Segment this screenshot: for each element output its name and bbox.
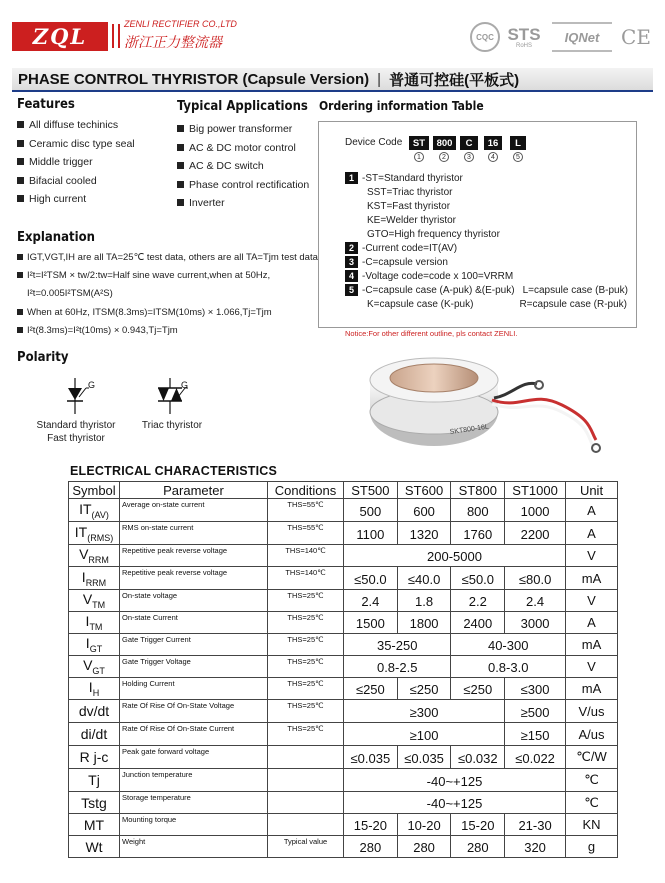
device-code-label: Device Code	[345, 137, 403, 148]
table-cell: 1500	[344, 612, 398, 634]
table-title: ELECTRICAL CHARACTERISTICS	[70, 464, 278, 478]
symbol-text: IT	[74, 523, 88, 540]
sts-cert-logo	[506, 22, 542, 52]
table-cell: V	[566, 545, 618, 567]
table-cell: g	[566, 836, 618, 858]
list-item: I²t=I²TSM × tw/2:tw=Half sine wave current,when at 50Hz,	[17, 267, 318, 285]
table-cell: 280	[451, 836, 505, 858]
table-cell: Rate Of Rise Of On-State Voltage	[120, 700, 268, 723]
list-item: Bifacial cooled	[17, 172, 135, 191]
column-header: ST800	[451, 482, 505, 499]
table-cell	[69, 567, 120, 590]
thyristor-symbol-icon	[55, 376, 105, 416]
table-cell: ≥500	[505, 700, 566, 723]
column-header: Parameter	[120, 482, 268, 499]
table-cell: ≤250	[451, 678, 505, 700]
table-cell: 1320	[397, 522, 451, 545]
table-row	[69, 836, 618, 858]
table-cell: ≤250	[344, 678, 398, 700]
explanation-list	[17, 249, 318, 340]
table-cell: 1800	[397, 612, 451, 634]
column-header: Symbol	[69, 482, 120, 499]
table-cell: 280	[344, 836, 398, 858]
list-item: Middle trigger	[17, 153, 135, 172]
table-cell	[268, 746, 344, 769]
table-cell: Peak gate forward voltage	[120, 746, 268, 769]
table-cell: Rate Of Rise Of On-State Current	[120, 723, 268, 746]
table-cell	[69, 545, 120, 567]
electrical-characteristics-table	[68, 481, 618, 858]
table-cell: 2400	[451, 612, 505, 634]
table-row	[69, 545, 618, 567]
table-cell: On-state Current	[120, 612, 268, 634]
list-item: IGT,VGT,IH are all TA=25℃ test data, others are all TA=Tjm test data	[17, 249, 318, 267]
symbol-text: Tstg	[81, 794, 107, 811]
table-cell: 3000	[505, 612, 566, 634]
table-cell: RMS on-state current	[120, 522, 268, 545]
company-name-en: ZENLI RECTIFIER CO.,LTD	[124, 19, 237, 29]
symbol-text: IT	[79, 500, 92, 517]
table-cell: 0.8-3.0	[451, 656, 566, 678]
table-cell: ≤40.0	[397, 567, 451, 590]
table-cell: ℃/W	[566, 746, 618, 769]
table-cell: THS=140℃	[268, 545, 344, 567]
table-cell: THS=25℃	[268, 723, 344, 746]
table-cell: 600	[397, 499, 451, 522]
page-title-cn: 普通可控硅(平板式)	[389, 71, 520, 89]
table-cell: ≤50.0	[344, 567, 398, 590]
table-cell: A	[566, 612, 618, 634]
table-cell: 320	[505, 836, 566, 858]
table-cell	[69, 522, 120, 545]
order-note-2: 2 -Current code=IT(AV)	[345, 242, 457, 256]
code-part-version: C	[460, 136, 478, 150]
table-cell	[268, 814, 344, 836]
symbol-text: Wt	[85, 838, 103, 855]
table-cell: 10-20	[397, 814, 451, 836]
column-header: ST1000	[505, 482, 566, 499]
circle-mark: 3	[464, 152, 474, 162]
table-cell: 2.2	[451, 590, 505, 612]
ce-mark-logo: CE	[621, 25, 651, 49]
symbol-text: R j-c	[79, 749, 109, 765]
thyristor-product-image	[362, 350, 602, 462]
table-cell: KN	[566, 814, 618, 836]
table-cell: Storage temperature	[120, 792, 268, 814]
table-cell	[69, 792, 120, 814]
table-cell: mA	[566, 567, 618, 590]
rohs-text: RoHS	[515, 42, 532, 49]
table-cell: Gate Trigger Current	[120, 634, 268, 656]
page-title-bar	[12, 68, 653, 92]
symbol-text: V	[82, 591, 93, 608]
list-item: Inverter	[177, 194, 309, 213]
table-cell: 2200	[505, 522, 566, 545]
title-separator: |	[377, 70, 382, 88]
table-cell: Holding Current	[120, 678, 268, 700]
triac-thyristor-label: Triac thyristor	[141, 420, 203, 431]
table-cell: Junction temperature	[120, 769, 268, 792]
list-item: Phase control rectification	[177, 176, 309, 195]
code-part-case: L	[510, 136, 526, 150]
triac-symbol-icon	[150, 376, 200, 416]
symbol-subscript: (AV)	[91, 509, 109, 520]
ordering-heading: Ordering information Table	[319, 99, 484, 113]
table-cell: 500	[344, 499, 398, 522]
symbol-subscript: H	[92, 687, 100, 698]
list-item: AC & DC motor control	[177, 139, 309, 158]
table-cell: ≤0.022	[505, 746, 566, 769]
symbol-text: MT	[83, 816, 105, 833]
gate-label: G	[181, 380, 189, 390]
polarity-heading: Polarity	[17, 350, 69, 365]
table-row	[69, 700, 618, 723]
applications-heading: Typical Applications	[177, 99, 308, 114]
table-cell: Mounting torque	[120, 814, 268, 836]
table-cell: Average on-state current	[120, 499, 268, 522]
code-part-current: 800	[433, 136, 456, 150]
table-cell: A	[566, 499, 618, 522]
list-item: When at 60Hz, ITSM(8.3ms)=ITSM(10ms) × 1.066,Tj=Tjm	[17, 304, 318, 322]
standard-thyristor-label: Standard thyristor Fast thyristor	[36, 420, 116, 444]
table-cell: THS=25℃	[268, 700, 344, 723]
order-note-3: 3 -C=capsule version	[345, 256, 448, 270]
table-header-row	[69, 482, 618, 499]
table-cell: ≤0.032	[451, 746, 505, 769]
symbol-subscript: GT	[92, 665, 105, 676]
table-cell: Weight	[120, 836, 268, 858]
table-cell: V	[566, 656, 618, 678]
sts-text: STS	[507, 24, 541, 44]
table-cell: ℃	[566, 769, 618, 792]
table-cell: -40~+125	[344, 792, 566, 814]
table-cell: 800	[451, 499, 505, 522]
circle-mark: 2	[439, 152, 449, 162]
table-cell: mA	[566, 634, 618, 656]
table-row	[69, 678, 618, 700]
iqnet-cert-logo: IQNet	[552, 22, 612, 52]
table-cell: -40~+125	[344, 769, 566, 792]
features-heading: Features	[17, 97, 75, 112]
note-number: 1	[345, 172, 358, 184]
table-cell: ≤0.035	[344, 746, 398, 769]
table-cell: 21-30	[505, 814, 566, 836]
table-cell: 1100	[344, 522, 398, 545]
table-cell: 2.4	[505, 590, 566, 612]
applications-list	[177, 120, 309, 213]
table-cell: THS=25℃	[268, 590, 344, 612]
table-cell: A	[566, 522, 618, 545]
list-item: High current	[17, 190, 135, 209]
table-cell	[69, 723, 120, 746]
table-cell: THS=25℃	[268, 612, 344, 634]
logo-divider	[112, 24, 120, 48]
table-cell: ℃	[566, 792, 618, 814]
list-item: I²t=0.005I²TSM(A²S)	[27, 288, 113, 300]
table-cell: Typical value	[268, 836, 344, 858]
ordering-notice: Notice:For other different outline, pls contact ZENLI.	[345, 329, 518, 338]
table-cell	[69, 590, 120, 612]
table-cell	[69, 700, 120, 723]
table-cell	[268, 792, 344, 814]
ccc-cert-logo: CQC	[470, 22, 500, 52]
table-cell: ≤50.0	[451, 567, 505, 590]
column-header: ST600	[397, 482, 451, 499]
table-row	[69, 590, 618, 612]
table-row	[69, 567, 618, 590]
table-cell	[69, 634, 120, 656]
table-cell: Repetitive peak reverse voltage	[120, 545, 268, 567]
symbol-text: Tj	[88, 772, 100, 788]
table-cell: THS=55℃	[268, 522, 344, 545]
table-row	[69, 769, 618, 792]
table-cell	[69, 656, 120, 678]
order-note-5: 5 -C=capsule case (A-puk) &(E-puk) L=capsule case (B-puk) K=capsule case (K-puk) R=capsule case (R-puk)	[345, 284, 635, 312]
symbol-subscript: TM	[89, 621, 103, 632]
table-cell	[69, 499, 120, 522]
table-cell: A/us	[566, 723, 618, 746]
table-cell: ≤300	[505, 678, 566, 700]
table-cell: 280	[397, 836, 451, 858]
company-logo: ZQL	[12, 22, 108, 51]
symbol-subscript: GT	[89, 643, 103, 654]
table-row	[69, 792, 618, 814]
table-cell: ≤250	[397, 678, 451, 700]
list-item: AC & DC switch	[177, 157, 309, 176]
code-part-voltage: 16	[484, 136, 502, 150]
table-cell: V/us	[566, 700, 618, 723]
table-row	[69, 612, 618, 634]
table-row	[69, 656, 618, 678]
column-header: Conditions	[268, 482, 344, 499]
column-header: Unit	[566, 482, 618, 499]
symbol-text: I	[85, 635, 90, 652]
table-cell: THS=25℃	[268, 656, 344, 678]
table-cell: 1760	[451, 522, 505, 545]
symbol-text: I	[81, 568, 86, 585]
list-item: I²t(8.3ms)=I²t(10ms) × 0.943,Tj=Tjm	[17, 322, 318, 340]
explanation-heading: Explanation	[17, 230, 95, 245]
column-header: ST500	[344, 482, 398, 499]
page-title-en: PHASE CONTROL THYRISTOR (Capsule Version)	[18, 70, 370, 88]
table-cell: THS=140℃	[268, 567, 344, 590]
symbol-subscript: RRM	[88, 554, 109, 565]
table-cell	[69, 612, 120, 634]
order-note-1: 1 -ST=Standard thyristor SST=Triac thyristor KST=Fast thyristor KE=Welder thyristor GTO=High frequency thyristor	[345, 172, 500, 242]
list-item: Ceramic disc type seal	[17, 135, 135, 154]
table-cell: 1000	[505, 499, 566, 522]
table-cell: ≥150	[505, 723, 566, 746]
table-cell: 15-20	[344, 814, 398, 836]
table-cell	[268, 769, 344, 792]
table-cell	[69, 678, 120, 700]
table-cell: Repetitive peak reverse voltage	[120, 567, 268, 590]
table-cell: 35-250	[344, 634, 451, 656]
symbol-text: dv/dt	[78, 703, 110, 719]
table-cell: 0.8-2.5	[344, 656, 451, 678]
symbol-text: V	[79, 546, 89, 563]
code-part-type: ST	[409, 136, 429, 150]
features-list	[17, 116, 135, 209]
list-item: Big power transformer	[177, 120, 309, 139]
table-cell: 15-20	[451, 814, 505, 836]
gate-label: G	[88, 380, 96, 390]
circle-mark: 1	[414, 152, 424, 162]
table-cell: Gate Trigger Voltage	[120, 656, 268, 678]
symbol-subscript: RRM	[85, 577, 107, 588]
table-cell: 40-300	[451, 634, 566, 656]
table-cell: On-state voltage	[120, 590, 268, 612]
symbol-text: I	[88, 679, 93, 696]
company-name-cn: 浙江正力整流器	[124, 34, 222, 50]
table-cell: ≥300	[344, 700, 505, 723]
table-cell: ≥100	[344, 723, 505, 746]
table-cell	[69, 746, 120, 769]
table-cell: ≤80.0	[505, 567, 566, 590]
symbol-subscript: (RMS)	[87, 532, 114, 543]
table-cell	[69, 814, 120, 836]
table-cell	[69, 769, 120, 792]
table-row	[69, 723, 618, 746]
symbol-text: I	[85, 613, 90, 630]
symbol-subscript: TM	[92, 599, 106, 610]
table-cell: V	[566, 590, 618, 612]
table-row	[69, 746, 618, 769]
table-row	[69, 634, 618, 656]
table-cell: 2.4	[344, 590, 398, 612]
product-marking: SKT800-16L	[449, 423, 490, 436]
symbol-text: di/dt	[80, 726, 108, 742]
table-row	[69, 499, 618, 522]
table-cell	[69, 836, 120, 858]
table-cell: 200-5000	[344, 545, 566, 567]
list-item: All diffuse techinics	[17, 116, 135, 135]
table-cell: ≤0.035	[397, 746, 451, 769]
table-row	[69, 522, 618, 545]
table-cell: THS=25℃	[268, 634, 344, 656]
circle-mark: 5	[513, 152, 523, 162]
table-row	[69, 814, 618, 836]
table-cell: THS=25℃	[268, 678, 344, 700]
symbol-text: V	[83, 657, 93, 674]
table-cell: THS=55℃	[268, 499, 344, 522]
order-note-4: 4 -Voltage code=code x 100=VRRM	[345, 270, 513, 284]
circle-mark: 4	[488, 152, 498, 162]
table-cell: 1.8	[397, 590, 451, 612]
table-cell: mA	[566, 678, 618, 700]
